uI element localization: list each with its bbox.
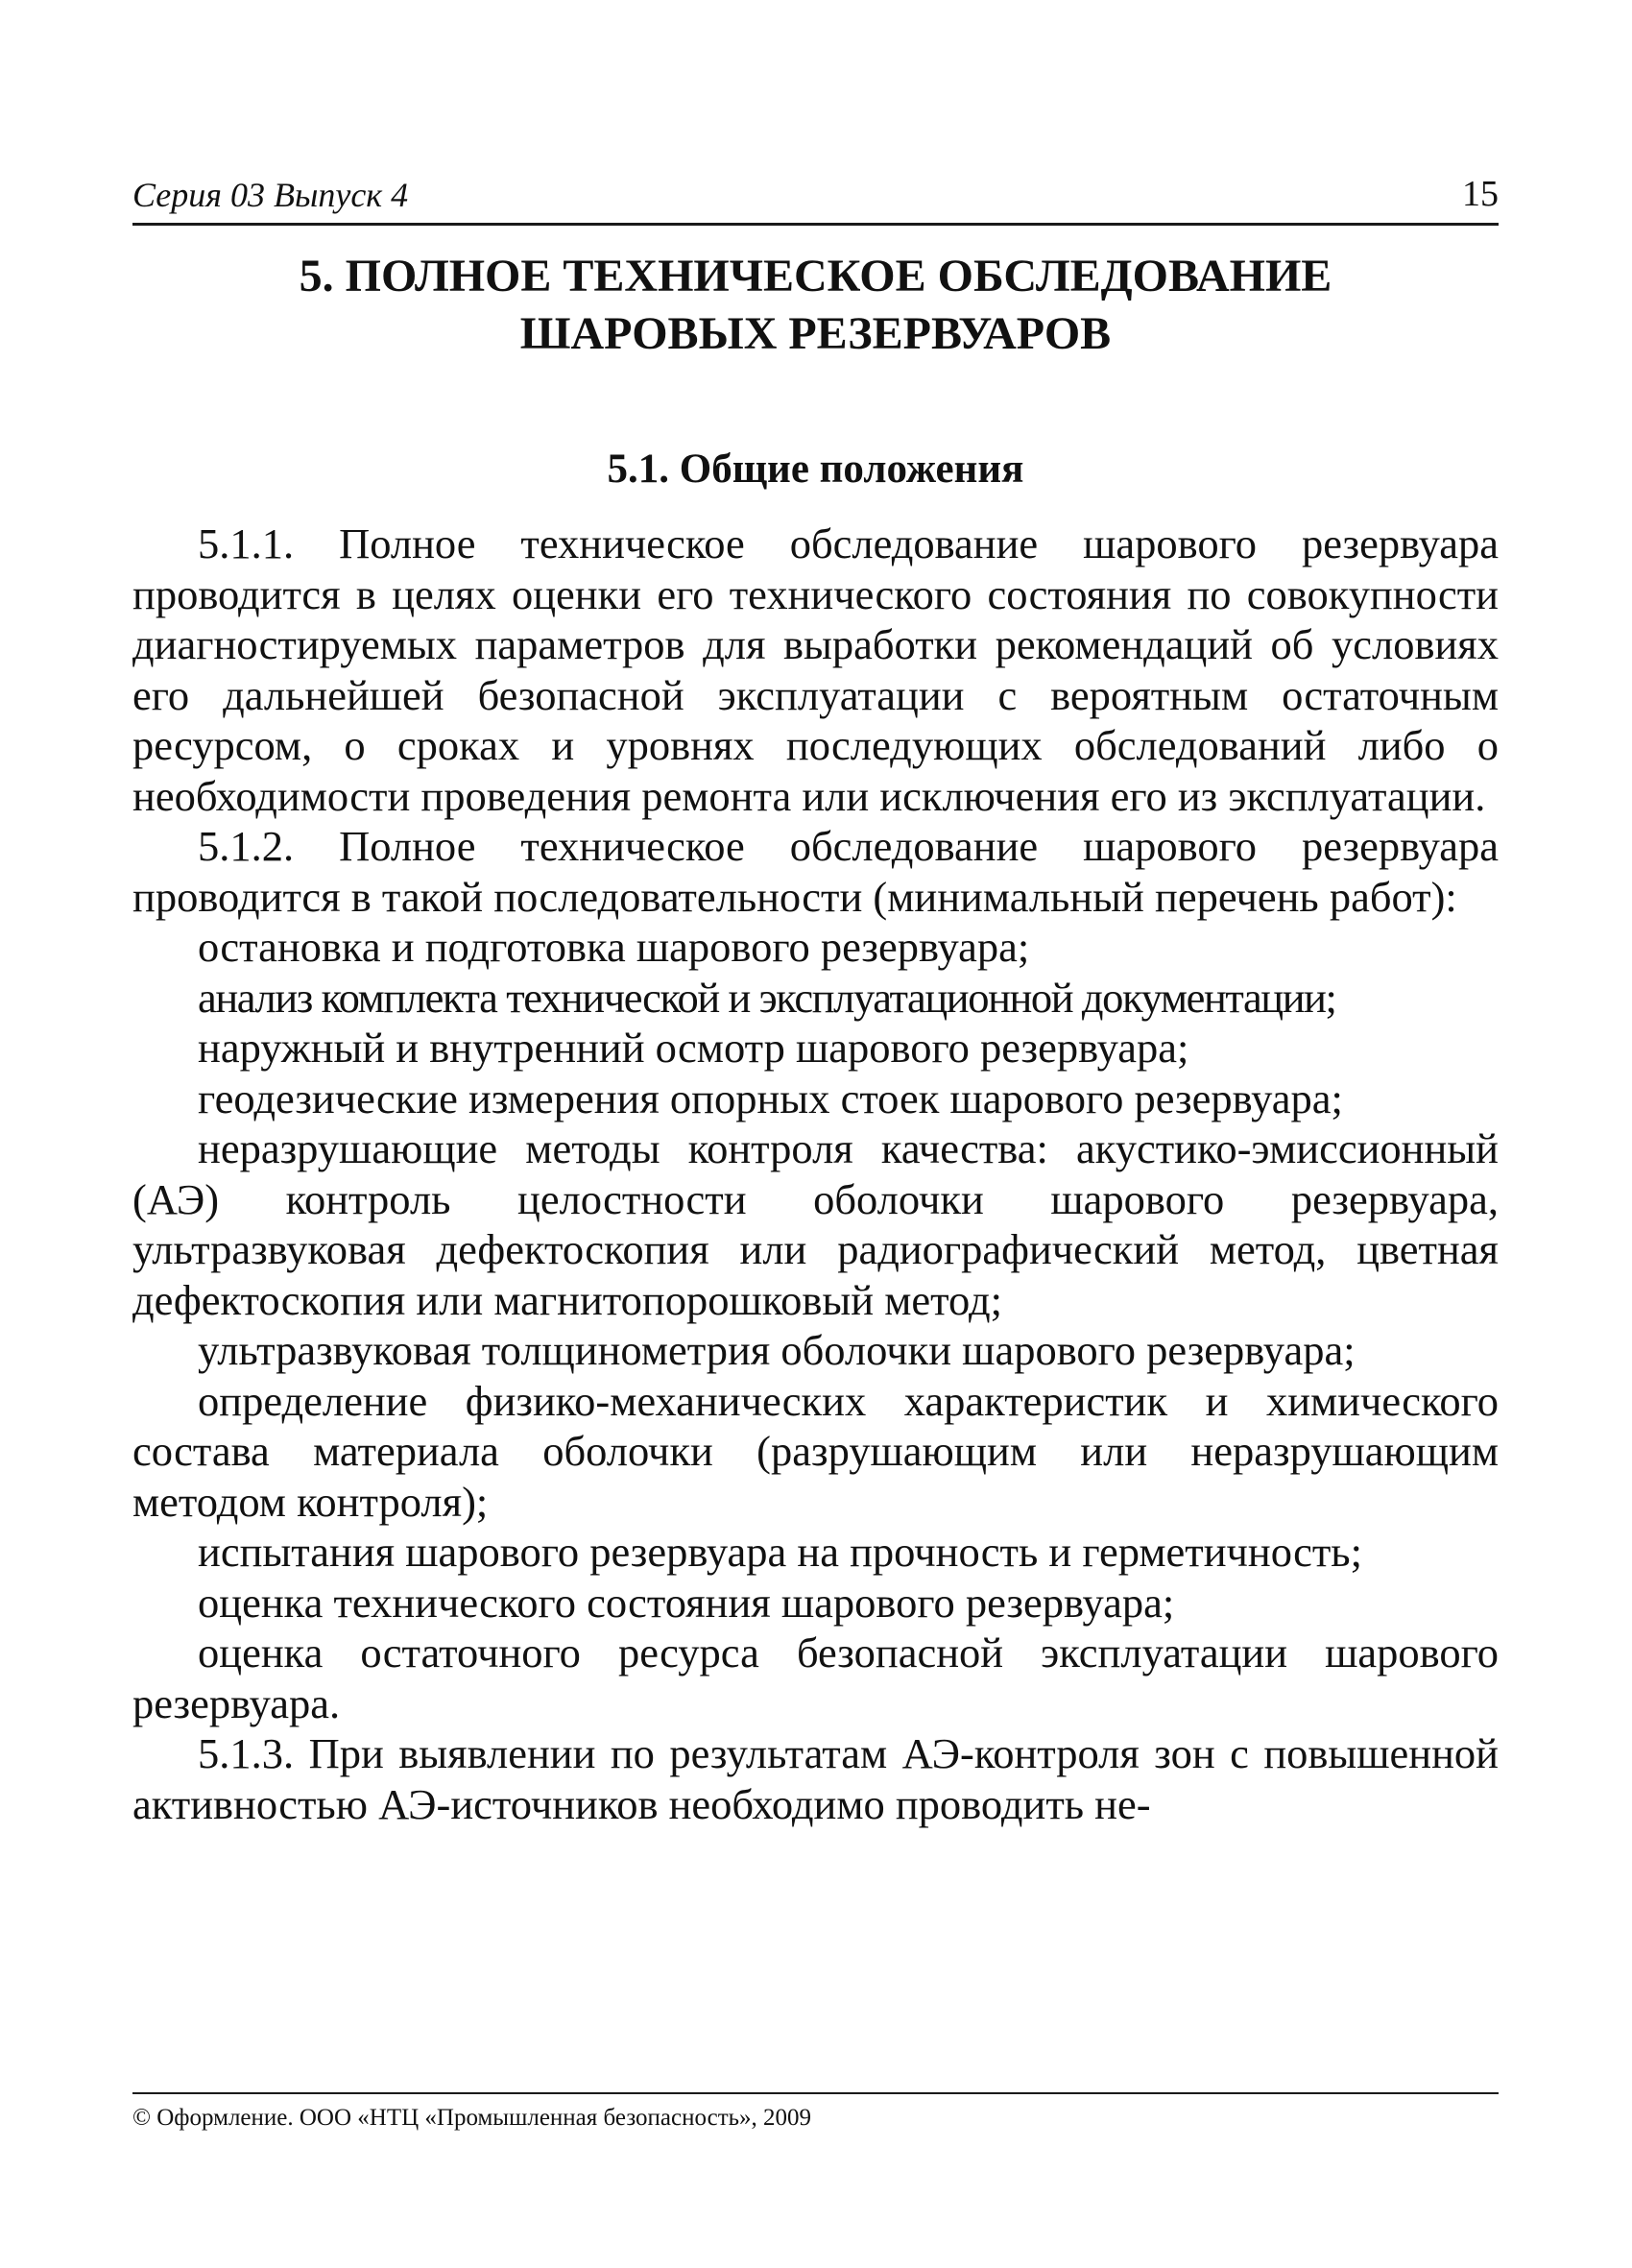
chapter-title-line-2: ШАРОВЫХ РЕЗЕРВУАРОВ xyxy=(519,308,1112,359)
list-item: геодезические измерения опорных стоек шарового резервуара; xyxy=(198,1074,1343,1122)
copyright-footer: © Оформление. ООО «НТЦ «Промышленная безопасность», 2009 xyxy=(132,2092,1499,2133)
page-number: 15 xyxy=(1462,174,1499,214)
list-item: определение физико-механических характеристик и химического состава материала оболочки (разрушающим или неразрушающим методом контроля); xyxy=(132,1376,1499,1526)
chapter-title xyxy=(132,248,1499,363)
series-label: Серия 03 Выпуск 4 xyxy=(132,176,409,214)
list-item: испытания шарового резервуара на прочность и герметичность; xyxy=(198,1528,1362,1576)
section-title: 5.1. Общие положения xyxy=(607,446,1024,492)
list-item: остановка и подготовка шарового резервуара; xyxy=(198,923,1030,971)
body-text xyxy=(132,519,1499,1829)
work-list xyxy=(132,922,1499,1728)
list-item: оценка технического состояния шарового резервуара; xyxy=(198,1578,1175,1627)
running-header xyxy=(132,171,1499,226)
list-item: анализ комплекта технической и эксплуатационной документации; xyxy=(198,973,1336,1022)
paragraph-5-1-2: 5.1.2. Полное техническое обследование шарового резервуара проводится в такой последовательности (минимальный перечень работ): xyxy=(132,822,1499,921)
list-item: неразрушающие методы контроля качества: акустико-эмиссионный (АЭ) контроль целостности оболочки шарового резервуара, ультразвуковая дефектоскопия или радиографический метод, цветная дефектоскопия или магнитопорошковый метод; xyxy=(132,1124,1499,1324)
paragraph-5-1-1: 5.1.1. Полное техническое обследование шарового резервуара проводится в целях оценки его технического состояния по совокупности диагностируемых параметров для выработки рекомендаций об условиях его дальнейшей безопасной эксплуатации с вероятным остаточным ресурсом, о сроках и уровнях последующих обследований либо о необходимости проведения ремонта или исключения его из эксплуатации. xyxy=(132,519,1499,820)
chapter-title-line-1: 5. ПОЛНОЕ ТЕХНИЧЕСКОЕ ОБСЛЕДОВАНИЕ xyxy=(299,251,1332,302)
list-item: наружный и внутренний осмотр шарового резервуара; xyxy=(198,1024,1189,1072)
list-item: ультразвуковая толщинометрия оболочки шарового резервуара; xyxy=(198,1326,1356,1374)
paragraph-5-1-3: 5.1.3. При выявлении по результатам АЭ-контроля зон с повышенной активностью АЭ-источников необходимо проводить не- xyxy=(132,1729,1499,1828)
list-item: оценка остаточного ресурса безопасной эксплуатации шарового резервуара. xyxy=(132,1629,1499,1727)
